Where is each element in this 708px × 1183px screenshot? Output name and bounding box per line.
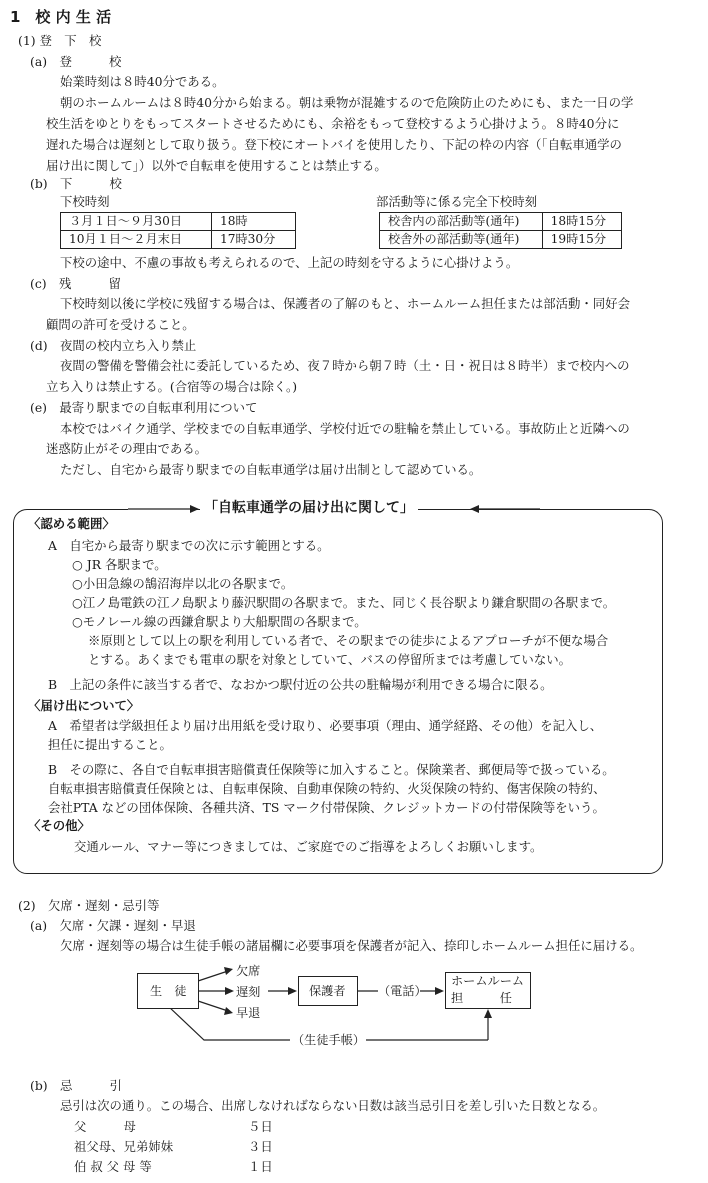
box-range-note: ※原則として以上の駅を利用している者で、その駅までの徒歩によるアプローチが不便な場合 xyxy=(88,633,609,648)
box-submit-b: B その際に、各自で自転車損害賠償責任保険等に加入すること。保険業者、郵便局等で扱っている。 xyxy=(48,762,615,777)
hr-teacher-label-2: 担 任 xyxy=(451,991,512,1005)
list-item: ○モノレール線の西鎌倉駅より大船駅間の各駅まで。 xyxy=(72,614,367,629)
table-cell: 18時 xyxy=(211,213,295,231)
table-cell: 校舎内の部活動等(通年) xyxy=(380,213,543,231)
table-cell: ３月１日～９月30日 xyxy=(61,213,212,231)
relation-label: 祖父母、兄弟姉妹 xyxy=(74,1139,174,1154)
box-range-b: B 上記の条件に該当する者で、なおかつ駅付近の公共の駐輪場が利用できる場合に限る。 xyxy=(48,677,553,692)
list-item: ○ JR 各駅まで。 xyxy=(72,557,167,572)
table-cell: 17時30分 xyxy=(211,231,295,249)
box-range-a: A 自宅から最寄り駅までの次に示す範囲とする。 xyxy=(48,538,330,553)
hr-teacher-label-1: ホームルーム xyxy=(451,974,525,988)
phone-label: （電話） xyxy=(378,984,427,998)
sub1-heading: (1) 登 下 校 xyxy=(18,33,102,48)
box-submit-heading: 〈届け出について〉 xyxy=(28,698,140,713)
a-line: 朝のホームルームは８時40分から始まる。朝は乗物が混雑するので危険防止のためにも、また一日の学 xyxy=(60,95,634,110)
box-submit-b: 会社PTA などの団体保険、各種共済、TS マーク付帯保険、クレジットカードの付帯保険等をいう。 xyxy=(48,800,605,815)
table-cell: 10月１日～２月末日 xyxy=(61,231,212,249)
e-heading: (e) 最寄り駅までの自転車利用について xyxy=(30,400,258,415)
a-line: 遅れた場合は遅刻として取り扱う。登下校にオートバイを使用したり、下記の枠の内容（「自転車通学の xyxy=(46,137,622,152)
list-item: ○江ノ島電鉄の江ノ島駅より藤沢駅間の各駅まで。また、同じく長谷駅より鎌倉駅間の各駅まで。 xyxy=(72,595,616,610)
d-heading: (d) 夜間の校内立ち入り禁止 xyxy=(30,338,197,353)
e-line: ただし、自宅から最寄り駅までの自転車通学は届け出制として認めている。 xyxy=(60,462,482,477)
box-title: 「自転車通学の届け出に関して」 xyxy=(200,499,418,517)
relation-label: 父 母 xyxy=(74,1119,136,1134)
handbook-label: （生徒手帳） xyxy=(292,1033,366,1047)
sub2-b-heading: (b) 忌 引 xyxy=(30,1078,122,1093)
student-label: 生 徒 xyxy=(150,984,187,998)
box-submit-a: 担任に提出すること。 xyxy=(48,737,172,752)
box-range-note: とする。あくまでも電車の駅を対象としていて、バスの停留所までは考慮していない。 xyxy=(88,652,571,667)
days-value: １日 xyxy=(248,1159,273,1174)
guardian-label: 保護者 xyxy=(309,984,346,998)
sub2-b-line: 忌引は次の通り。この場合、出席しなければならない日数は該当忌引日を差し引いた日数となる。 xyxy=(60,1098,606,1113)
d-line: 夜間の警備を警備会社に委託しているため、夜７時から朝７時（土・日・祝日は８時半）まで校内への xyxy=(60,358,630,373)
d-line: 立ち入りは禁止する。(合宿等の場合は除く。) xyxy=(46,379,298,394)
a-line: 届け出に関して」）以外で自転車を使用することは禁止する。 xyxy=(46,158,387,173)
b-heading: (b) 下 校 xyxy=(30,176,122,191)
relation-label: 伯 叔 父 母 等 xyxy=(74,1159,152,1174)
days-value: ３日 xyxy=(248,1139,273,1154)
reason-absence: 欠席 xyxy=(236,964,261,978)
table-cell: 18時15分 xyxy=(542,213,621,231)
a-line: 始業時刻は８時40分である。 xyxy=(60,74,225,89)
a-line: 校生活をゆとりをもってスタートさせるためにも、余裕をもって登校するよう心掛けよう。８時40分に xyxy=(46,116,620,131)
c-heading: (c) 残 留 xyxy=(30,276,121,291)
reason-early-leave: 早退 xyxy=(236,1006,261,1020)
reason-late: 遅刻 xyxy=(236,985,261,999)
c-line: 顧問の許可を受けること。 xyxy=(46,317,195,332)
box-range-heading: 〈認める範囲〉 xyxy=(28,516,115,531)
e-line: 本校ではバイク通学、学校までの自転車通学、学校付近での駐輪を禁止している。事故防止と近隣への xyxy=(60,421,630,436)
table-cell: 19時15分 xyxy=(542,231,621,249)
box-other-line: 交通ルール、マナー等につきましては、ご家庭でのご指導をよろしくお願いします。 xyxy=(74,839,543,854)
b-note: 下校の途中、不慮の事故も考えられるので、上記の時刻を守るように心掛けよう。 xyxy=(60,255,519,270)
sub2-a-line: 欠席・遅刻等の場合は生徒手帳の諸届欄に必要事項を保護者が記入、捺印しホームルーム担任に届ける。 xyxy=(60,938,643,953)
box-submit-a: A 希望者は学級担任より届け出用紙を受け取り、必要事項（理由、通学経路、その他）を記入し、 xyxy=(48,718,603,733)
box-other-heading: 〈その他〉 xyxy=(28,818,90,833)
days-value: ５日 xyxy=(248,1119,273,1134)
sub2-a-heading: (a) 欠席・欠課・遅刻・早退 xyxy=(30,918,196,933)
c-line: 下校時刻以後に学校に残留する場合は、保護者の了解のもと、ホームルーム担任または部活動・同好会 xyxy=(60,296,630,311)
dismissal-caption: 下校時刻 xyxy=(60,194,110,209)
e-line: 迷惑防止がその理由である。 xyxy=(46,441,208,456)
table-cell: 校舎外の部活動等(通年) xyxy=(380,231,543,249)
box-submit-b: 自転車損害賠償責任保険とは、自転車保険、自動車保険の特約、火災保険の特約、傷害保険の特約、 xyxy=(48,781,606,796)
club-dismissal-caption: 部活動等に係る完全下校時刻 xyxy=(376,194,538,209)
sub2-heading: (2) 欠席・遅刻・忌引等 xyxy=(18,898,160,913)
list-item: ○小田急線の鵠沼海岸以北の各駅まで。 xyxy=(72,576,294,591)
a-heading: (a) 登 校 xyxy=(30,54,122,69)
section-title: 1 校 内 生 活 xyxy=(10,8,112,26)
